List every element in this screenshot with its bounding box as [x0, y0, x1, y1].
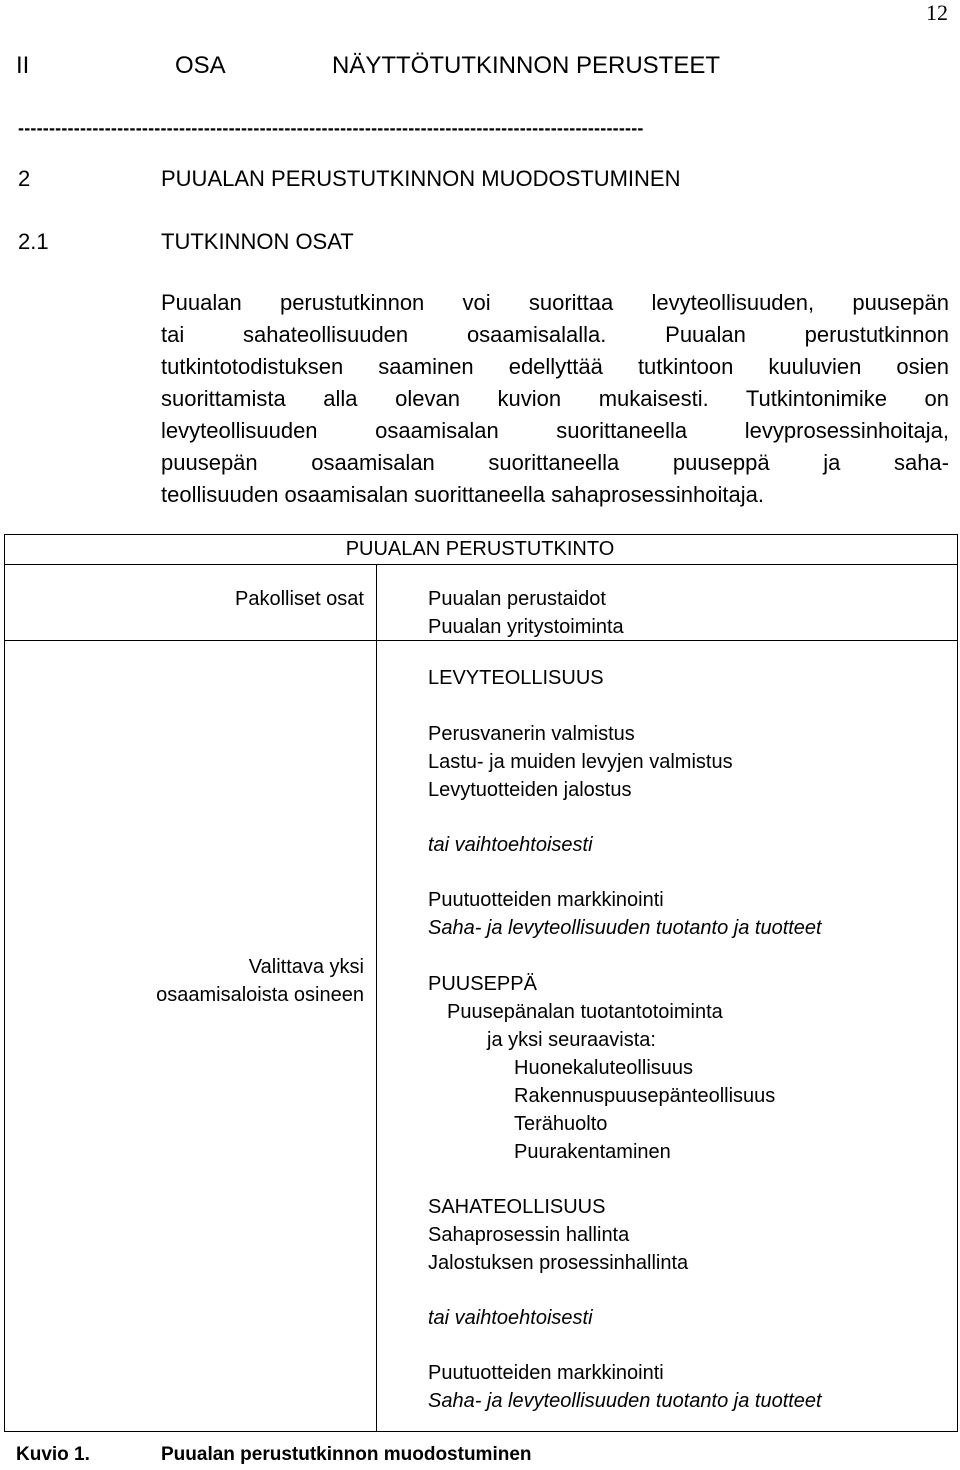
saha-alt-item: Saha- ja levyteollisuuden tuotanto ja tuotteet — [428, 1390, 822, 1412]
figure-caption-text: Puualan perustutkinnon muodostuminen — [161, 1444, 532, 1465]
choice-label: Valittava yksi — [248, 956, 364, 978]
figure-caption-label: Kuvio 1. — [16, 1444, 90, 1465]
figure-title: PUUALAN PERUSTUTKINTO — [345, 538, 615, 560]
part-number: II — [16, 52, 30, 79]
levy-alt-item: Puutuotteiden markkinointi — [428, 889, 664, 911]
saha-item: Sahaprosessin hallinta — [428, 1224, 630, 1246]
paragraph-line: tutkintotodistuksen saaminen edellyttää tutkintoon kuuluvien osien — [161, 354, 949, 379]
figure-border-bottom — [4, 1431, 958, 1432]
part-label: OSA — [175, 52, 226, 79]
subsection-number: 2.1 — [18, 229, 49, 254]
paragraph-line: teollisuuden osaamisalan suorittaneella sahaprosessinhoitaja. — [161, 482, 764, 507]
figure-title-separator — [4, 564, 958, 565]
puuseppa-item: Puusepänalan tuotantotoiminta — [447, 1001, 723, 1023]
choice-label: osaamisaloista osineen — [156, 984, 364, 1006]
levy-heading: LEVYTEOLLISUUS — [428, 667, 604, 689]
saha-item: Jalostuksen prosessinhallinta — [428, 1252, 689, 1274]
mandatory-item: Puualan perustaidot — [428, 588, 606, 610]
figure-border-right — [957, 534, 958, 1432]
levy-item: Lastu- ja muiden levyjen valmistus — [428, 751, 733, 773]
figure-column-separator — [376, 564, 377, 1432]
part-title: NÄYTTÖTUTKINNON PERUSTEET — [332, 52, 721, 79]
figure-degree-structure — [0, 534, 960, 1432]
saha-alt-item: Puutuotteiden markkinointi — [428, 1362, 664, 1384]
puuseppa-sub-item: Terähuolto — [514, 1113, 608, 1135]
body-paragraph — [161, 287, 949, 511]
section-number: 2 — [18, 166, 31, 191]
levy-alt-item: Saha- ja levyteollisuuden tuotanto ja tuotteet — [428, 917, 822, 939]
page-number: 12 — [926, 0, 948, 25]
section-title: PUUALAN PERUSTUTKINNON MUODOSTUMINEN — [161, 166, 681, 191]
dashed-divider: ----------------------------------------------------------------------------------------------------- — [18, 118, 644, 138]
puuseppa-heading: PUUSEPPÄ — [428, 973, 537, 995]
puuseppa-sub-item: Huonekaluteollisuus — [514, 1057, 694, 1079]
puuseppa-sub-item: Rakennuspuusepänteollisuus — [514, 1085, 776, 1107]
puuseppa-sub-item: Puurakentaminen — [514, 1141, 671, 1163]
mandatory-label: Pakolliset osat — [235, 588, 364, 610]
paragraph-line: puusepän osaamisalan suorittaneella puuseppä ja saha- — [161, 450, 949, 475]
subsection-title: TUTKINNON OSAT — [161, 229, 354, 254]
puuseppa-sub-intro: ja yksi seuraavista: — [487, 1029, 656, 1051]
levy-alternative-label: tai vaihtoehtoisesti — [428, 834, 593, 856]
saha-heading: SAHATEOLLISUUS — [428, 1196, 606, 1218]
saha-alternative-label: tai vaihtoehtoisesti — [428, 1307, 593, 1329]
paragraph-line: Puualan perustutkinnon voi suorittaa levyteollisuuden, puusepän — [161, 290, 949, 315]
levy-item: Perusvanerin valmistus — [428, 723, 635, 745]
paragraph-line: suorittamista alla olevan kuvion mukaisesti. Tutkintonimike on — [161, 386, 949, 411]
paragraph-line: tai sahateollisuuden osaamisalalla. Puualan perustutkinnon — [161, 322, 949, 347]
paragraph-line: levyteollisuuden osaamisalan suorittaneella levyprosessinhoitaja, — [161, 418, 949, 443]
levy-item: Levytuotteiden jalostus — [428, 779, 632, 801]
mandatory-item: Puualan yritystoiminta — [428, 616, 624, 638]
